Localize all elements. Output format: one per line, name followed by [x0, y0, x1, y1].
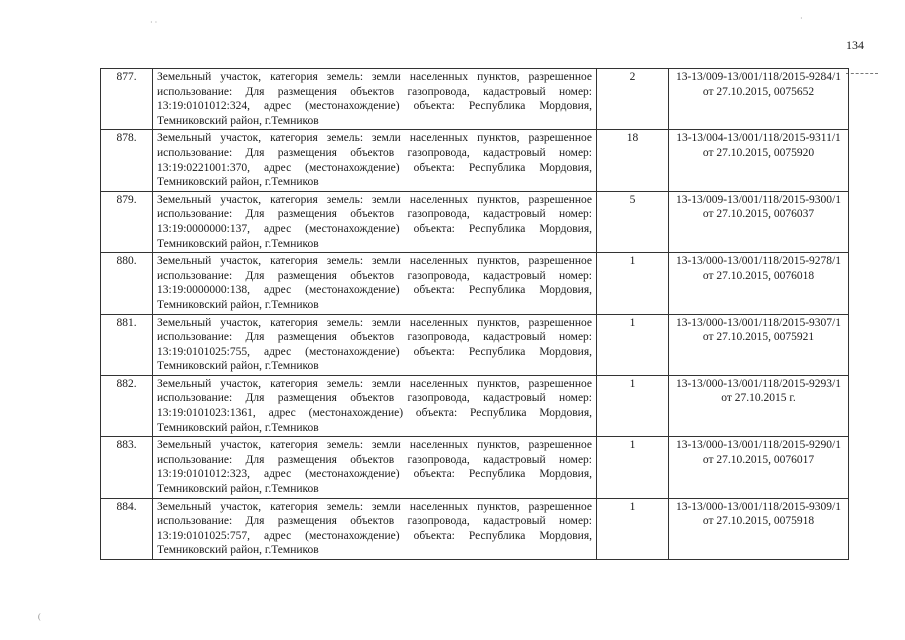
row-number: 882.: [101, 375, 153, 436]
table-row: [101, 498, 849, 559]
quantity-cell: 1: [597, 437, 669, 498]
registration-cell: 13-13/000-13/001/118/2015-9293/1 от 27.10.2015 г.: [669, 375, 849, 436]
object-description: Земельный участок, категория земель: земли населенных пунктов, разрешенное использование: Для размещения объектов газопровода, кадастровый номер: 13:19:0000000:137, адрес (местонахождение) объекта: Республика Мордовия, Темниковский район, г.Темников: [153, 191, 597, 252]
row-number: 877.: [101, 69, 153, 130]
object-description: Земельный участок, категория земель: земли населенных пунктов, разрешенное использование: Для размещения объектов газопровода, кадастровый номер: 13:19:0101025:757, адрес (местонахождение) объекта: Республика Мордовия, Темниковский район, г.Темников: [153, 498, 597, 559]
quantity-cell: 1: [597, 375, 669, 436]
quantity-cell: 5: [597, 191, 669, 252]
object-description: Земельный участок, категория земель: земли населенных пунктов, разрешенное использование: Для размещения объектов газопровода, кадастровый номер: 13:19:0101023:1361, адрес (местонахождение) объекта: Республика Мордовия, Темниковский район, г.Темников: [153, 375, 597, 436]
row-number: 884.: [101, 498, 153, 559]
scan-speck: ·: [800, 14, 803, 23]
scan-artifact-line: [846, 73, 878, 74]
object-description: Земельный участок, категория земель: земли населенных пунктов, разрешенное использование: Для размещения объектов газопровода, кадастровый номер: 13:19:0101012:323, адрес (местонахождение) объекта: Республика Мордовия, Темниковский район, г.Темников: [153, 437, 597, 498]
quantity-cell: 2: [597, 69, 669, 130]
row-number: 879.: [101, 191, 153, 252]
table-row: [101, 130, 849, 191]
object-description: Земельный участок, категория земель: земли населенных пунктов, разрешенное использование: Для размещения объектов газопровода, кадастровый номер: 13:19:0000000:138, адрес (местонахождение) объекта: Республика Мордовия, Темниковский район, г.Темников: [153, 253, 597, 314]
registration-cell: 13-13/009-13/001/118/2015-9300/1 от 27.10.2015, 0076037: [669, 191, 849, 252]
quantity-cell: 1: [597, 253, 669, 314]
object-description: Земельный участок, категория земель: земли населенных пунктов, разрешенное использование: Для размещения объектов газопровода, кадастровый номер: 13:19:0221001:370, адрес (местонахождение) объекта: Республика Мордовия, Темниковский район, г.Темников: [153, 130, 597, 191]
object-description: Земельный участок, категория земель: земли населенных пунктов, разрешенное использование: Для размещения объектов газопровода, кадастровый номер: 13:19:0101025:755, адрес (местонахождение) объекта: Республика Мордовия, Темниковский район, г.Темников: [153, 314, 597, 375]
table-row: [101, 253, 849, 314]
table-row: [101, 314, 849, 375]
quantity-cell: 1: [597, 498, 669, 559]
registration-cell: 13-13/009-13/001/118/2015-9284/1 от 27.10.2015, 0075652: [669, 69, 849, 130]
quantity-cell: 18: [597, 130, 669, 191]
registration-cell: 13-13/000-13/001/118/2015-9309/1 от 27.10.2015, 0075918: [669, 498, 849, 559]
registration-cell: 13-13/000-13/001/118/2015-9278/1 от 27.10.2015, 0076018: [669, 253, 849, 314]
table-row: [101, 191, 849, 252]
quantity-cell: 1: [597, 314, 669, 375]
row-number: 878.: [101, 130, 153, 191]
table-row: [101, 437, 849, 498]
property-registry-table: [100, 68, 849, 560]
page-number: 134: [846, 38, 864, 52]
object-description: Земельный участок, категория земель: земли населенных пунктов, разрешенное использование: Для размещения объектов газопровода, кадастровый номер: 13:19:0101012:324, адрес (местонахождение) объекта: Республика Мордовия, Темниковский район, г.Темников: [153, 69, 597, 130]
table-row: [101, 69, 849, 130]
registration-cell: 13-13/000-13/001/118/2015-9290/1 от 27.10.2015, 0076017: [669, 437, 849, 498]
registration-cell: 13-13/000-13/001/118/2015-9307/1 от 27.10.2015, 0075921: [669, 314, 849, 375]
row-number: 880.: [101, 253, 153, 314]
registration-cell: 13-13/004-13/001/118/2015-9311/1 от 27.10.2015, 0075920: [669, 130, 849, 191]
scan-speck: (: [38, 612, 41, 621]
row-number: 881.: [101, 314, 153, 375]
table-row: [101, 375, 849, 436]
scan-speck: · ·: [150, 18, 158, 27]
row-number: 883.: [101, 437, 153, 498]
